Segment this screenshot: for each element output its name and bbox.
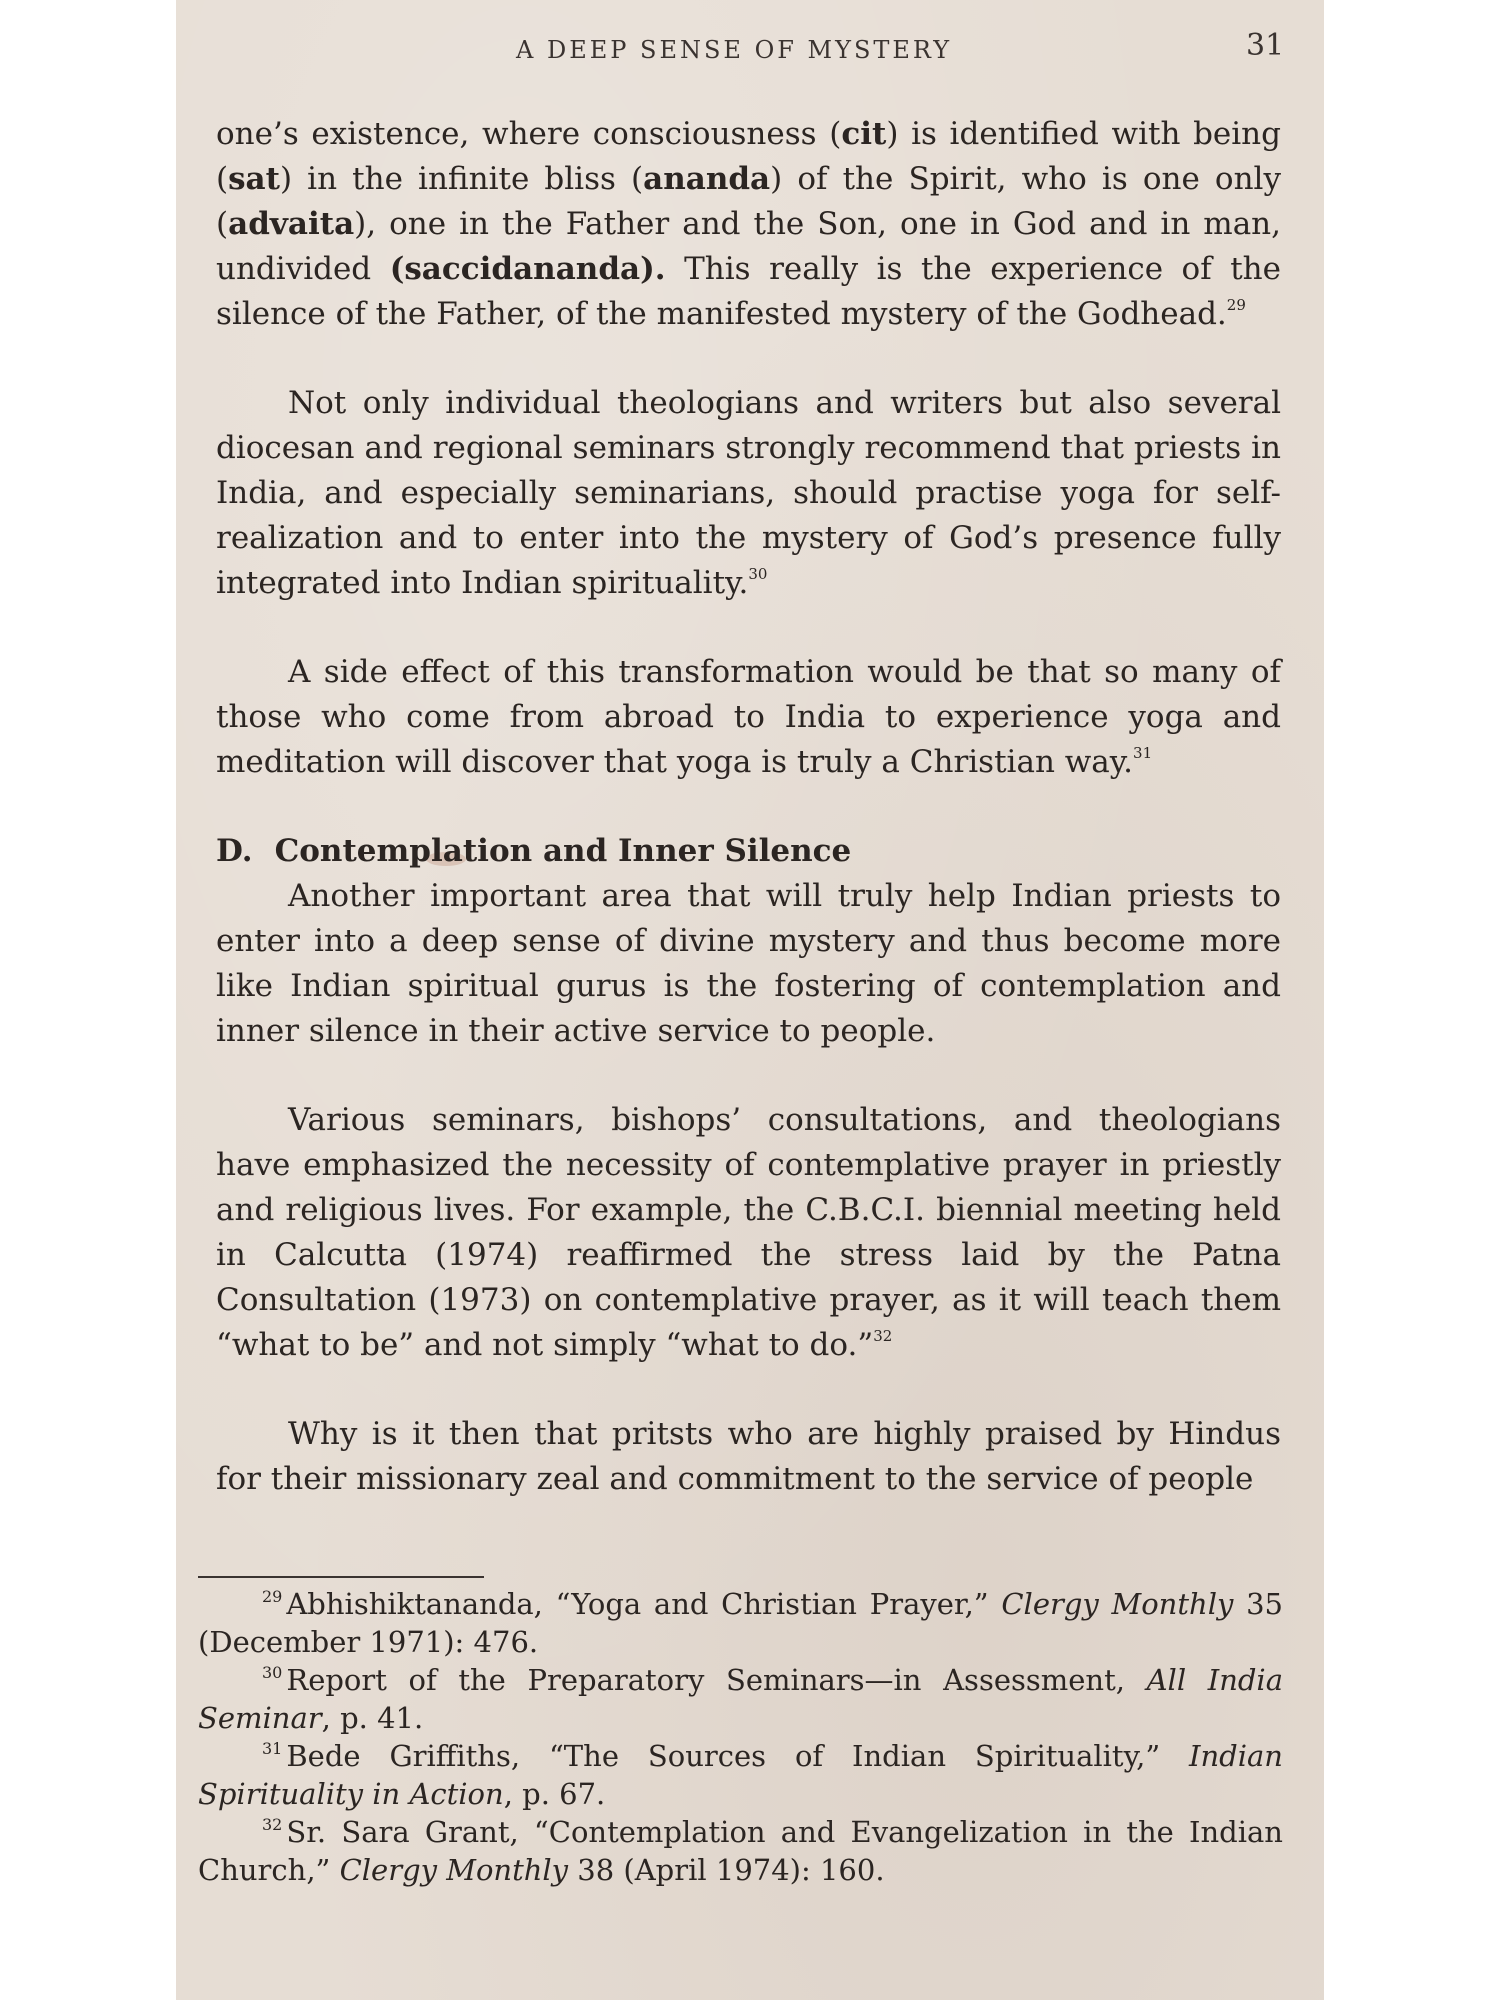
paragraph-6: Why is it then that pritsts who are highly praised by Hindus for their missionary zeal and commitment to the service of people (216, 1416, 1281, 1497)
paragraph-1: one’s existence, where consciousness (cit) is identified with being (sat) in the infinite bliss (ananda) of the Spirit, who is one only (advaita), one in the Father and the Son, one in God and in man, undivided (saccidananda). This really is the experience of the silence of the Father, of the manifested mystery of the Godhead.$^{29}$ (216, 116, 1281, 332)
running-head: A DEEP SENSE OF MYSTERY (516, 36, 953, 64)
footnote-29: $^{29}$ Abhishiktananda, “Yoga and Christian Prayer,” Clergy Monthly 35 (December 1971): 476. (198, 1587, 1283, 1659)
footnote-ref-29[interactable]: 29 (1226, 296, 1246, 314)
footnote-divider (198, 1576, 484, 1578)
footnote-ref-32[interactable]: 32 (873, 1327, 893, 1345)
footnote-ref-30[interactable]: 30 (748, 565, 768, 583)
footnotes (198, 1585, 1283, 1889)
section-heading (216, 829, 1281, 874)
footnote-31: $^{31}$ Bede Griffiths, “The Sources of Indian Spirituality,” Indian Spirituality in Action, p. 67. (198, 1739, 1283, 1811)
paragraph-4: Another important area that will truly help Indian priests to enter into a deep sense of divine mystery and thus become more like Indian spiritual gurus is the fostering of contemplation and inner silence in their active service to people. (216, 878, 1281, 1049)
section-title: Contemplation and Inner Silence (274, 833, 852, 869)
paragraph-2: Not only individual theologians and writers but also several diocesan and regional seminars strongly recommend that priests in India, and especially seminarians, should practise yoga for self-realization and to enter into the mystery of God’s presence fully integrated into Indian spirituality.$^{30}$ (216, 385, 1281, 601)
footnote-ref-31[interactable]: 31 (1133, 744, 1153, 762)
footnote-32: $^{32}$ Sr. Sara Grant, “Contemplation and Evangelization in the Indian Church,” Clergy Monthly 38 (April 1974): 160. (198, 1815, 1283, 1887)
book-page (176, 0, 1324, 2000)
section-letter: D. (216, 833, 253, 869)
body-text (216, 112, 1281, 1546)
paragraph-5: Various seminars, bishops’ consultations, and theologians have emphasized the necessity of contemplative prayer in priestly and religious lives. For example, the C.B.C.I. biennial meeting held in Calcutta (1974) reaffirmed the stress laid by the Patna Consultation (1973) on contemplative prayer, as it will teach them “what to be” and not simply “what to do.”$^{32}$ (216, 1102, 1281, 1363)
footnote-30: $^{30}$ Report of the Preparatory Seminars—in Assessment, All India Seminar, p. 41. (198, 1663, 1283, 1735)
paragraph-3: A side effect of this transformation would be that so many of those who come from abroad to India to experience yoga and meditation will discover that yoga is truly a Christian way.$^{31}$ (216, 654, 1281, 780)
page-number: 31 (1246, 28, 1285, 63)
